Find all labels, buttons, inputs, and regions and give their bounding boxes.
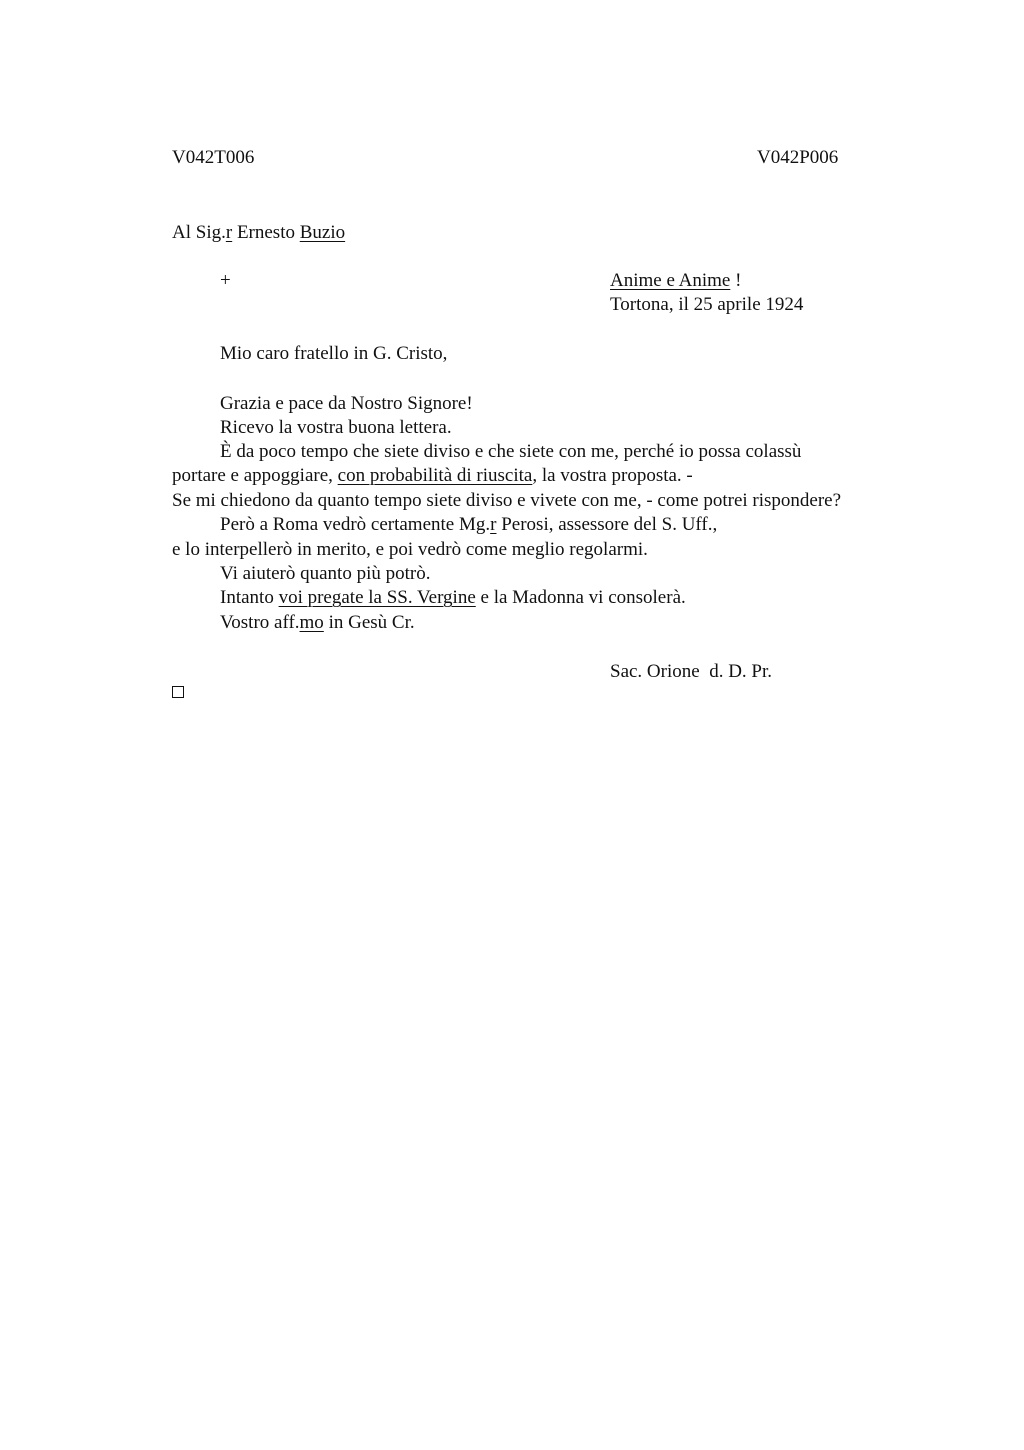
body-text: portare e appoggiare,: [172, 465, 338, 486]
body-line: e lo interpellerò in merito, e poi vedrò come meglio regolarmi.: [172, 539, 648, 560]
closing-line: [220, 611, 415, 635]
motto-line: [610, 269, 741, 293]
body-line: Ricevo la vostra buona lettera.: [220, 417, 452, 438]
addressee-first-name: Ernesto: [232, 222, 300, 243]
body-text: , la vostra proposta. -: [532, 465, 693, 486]
motto-suffix: !: [730, 270, 742, 291]
place-date: Tortona, il 25 aprile 1924: [610, 294, 804, 315]
end-of-document-box-icon: [172, 686, 184, 698]
body-line: [220, 513, 717, 537]
body-line: [172, 464, 693, 488]
signature: Sac. Orione d. D. Pr.: [610, 661, 773, 682]
body-greeting: Grazia e pace da Nostro Signore!: [220, 393, 473, 414]
body-text: Però a Roma vedrò certamente Mg.: [220, 514, 491, 535]
body-text: Perosi, assessore del S. Uff.,: [496, 514, 718, 535]
closing-text: Vostro aff.: [220, 612, 300, 633]
addressee-prefix: Al Sig.: [172, 222, 226, 243]
addressee-line: [172, 221, 345, 245]
closing-text: in Gesù Cr.: [323, 612, 415, 633]
body-text: e la Madonna vi consolerà.: [475, 587, 686, 608]
addressee-surname: Buzio: [299, 222, 346, 243]
body-line: [220, 586, 686, 610]
body-underlined-text: voi pregate la SS. Vergine: [278, 587, 476, 608]
body-underlined-text: con probabilità di riuscita: [337, 465, 533, 486]
salutation: Mio caro fratello in G. Cristo,: [220, 343, 448, 364]
body-line: È da poco tempo che siete diviso e che siete con me, perché io possa colassù: [220, 441, 802, 462]
body-underlined-text: r: [490, 514, 497, 535]
document-code-left: V042T006: [172, 147, 255, 168]
cross-symbol: +: [220, 270, 231, 291]
addressee-prefix-underlined: r: [225, 222, 233, 243]
document-code-right: V042P006: [757, 147, 839, 168]
body-line: Se mi chiedono da quanto tempo siete diviso e vivete con me, - come potrei rispondere?: [172, 490, 842, 511]
body-text: Intanto: [220, 587, 279, 608]
motto: Anime e Anime: [610, 270, 731, 291]
body-line: Vi aiuterò quanto più potrò.: [220, 563, 431, 584]
closing-underlined-text: mo: [299, 612, 324, 633]
